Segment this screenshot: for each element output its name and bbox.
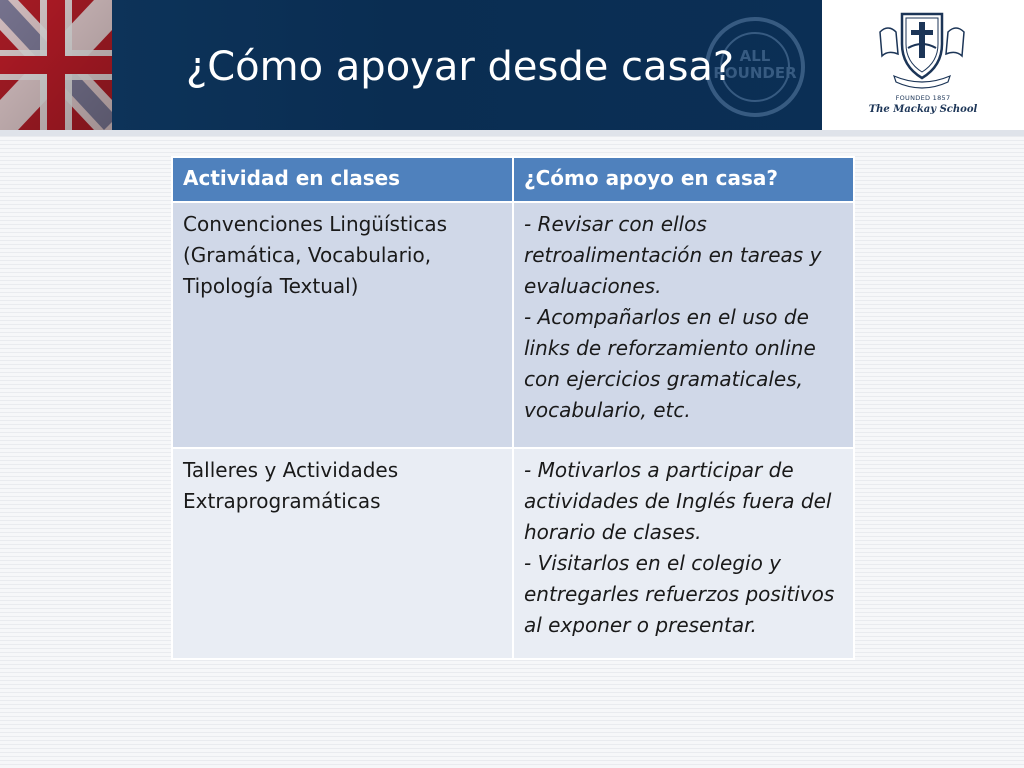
cell-line: (Gramática, Vocabulario, [183, 243, 432, 267]
cell-line: - Visitarlos en el colegio y [524, 551, 782, 575]
column-header-activity: Actividad en clases [172, 157, 513, 202]
cell-line: horario de clases. [524, 520, 702, 544]
union-jack-flag-icon [0, 0, 112, 130]
cell-line: con ejercicios gramaticales, [524, 367, 803, 391]
table-header-row [172, 157, 854, 202]
cell-line: Extraprogramáticas [183, 489, 381, 513]
slide-title: ¿Cómo apoyar desde casa? [186, 44, 735, 90]
support-table [171, 156, 855, 660]
cell-line: entregarles refuerzos positivos [524, 582, 835, 606]
table-row [172, 202, 854, 448]
school-name: The Mackay School [868, 104, 978, 115]
slide-header [0, 0, 1024, 130]
cell-line: Convenciones Lingüísticas [183, 212, 448, 236]
activity-cell [172, 202, 513, 448]
cell-line: Tipología Textual) [183, 274, 359, 298]
header-divider [0, 130, 1024, 136]
support-cell [513, 202, 854, 448]
cell-line: Talleres y Actividades [183, 458, 399, 482]
cell-line: actividades de Inglés fuera del [524, 489, 832, 513]
cell-line: links de reforzamiento online [524, 336, 816, 360]
cell-line: evaluaciones. [524, 274, 662, 298]
school-crest-icon [874, 10, 970, 97]
activity-cell [172, 448, 513, 659]
support-cell [513, 448, 854, 659]
table-row [172, 448, 854, 659]
cell-line: - Acompañarlos en el uso de [524, 305, 809, 329]
cell-line: al exponer o presentar. [524, 613, 757, 637]
cell-line: - Revisar con ellos [524, 212, 707, 236]
watermark-label: ALL ROUNDER [713, 47, 797, 82]
cell-line: retroalimentación en tareas y [524, 243, 822, 267]
column-header-support: ¿Cómo apoyo en casa? [513, 157, 854, 202]
title-banner [0, 0, 822, 130]
school-founded-text: FOUNDED 1857 [895, 94, 951, 102]
cell-line: - Motivarlos a participar de [524, 458, 794, 482]
cell-line: vocabulario, etc. [524, 398, 691, 422]
